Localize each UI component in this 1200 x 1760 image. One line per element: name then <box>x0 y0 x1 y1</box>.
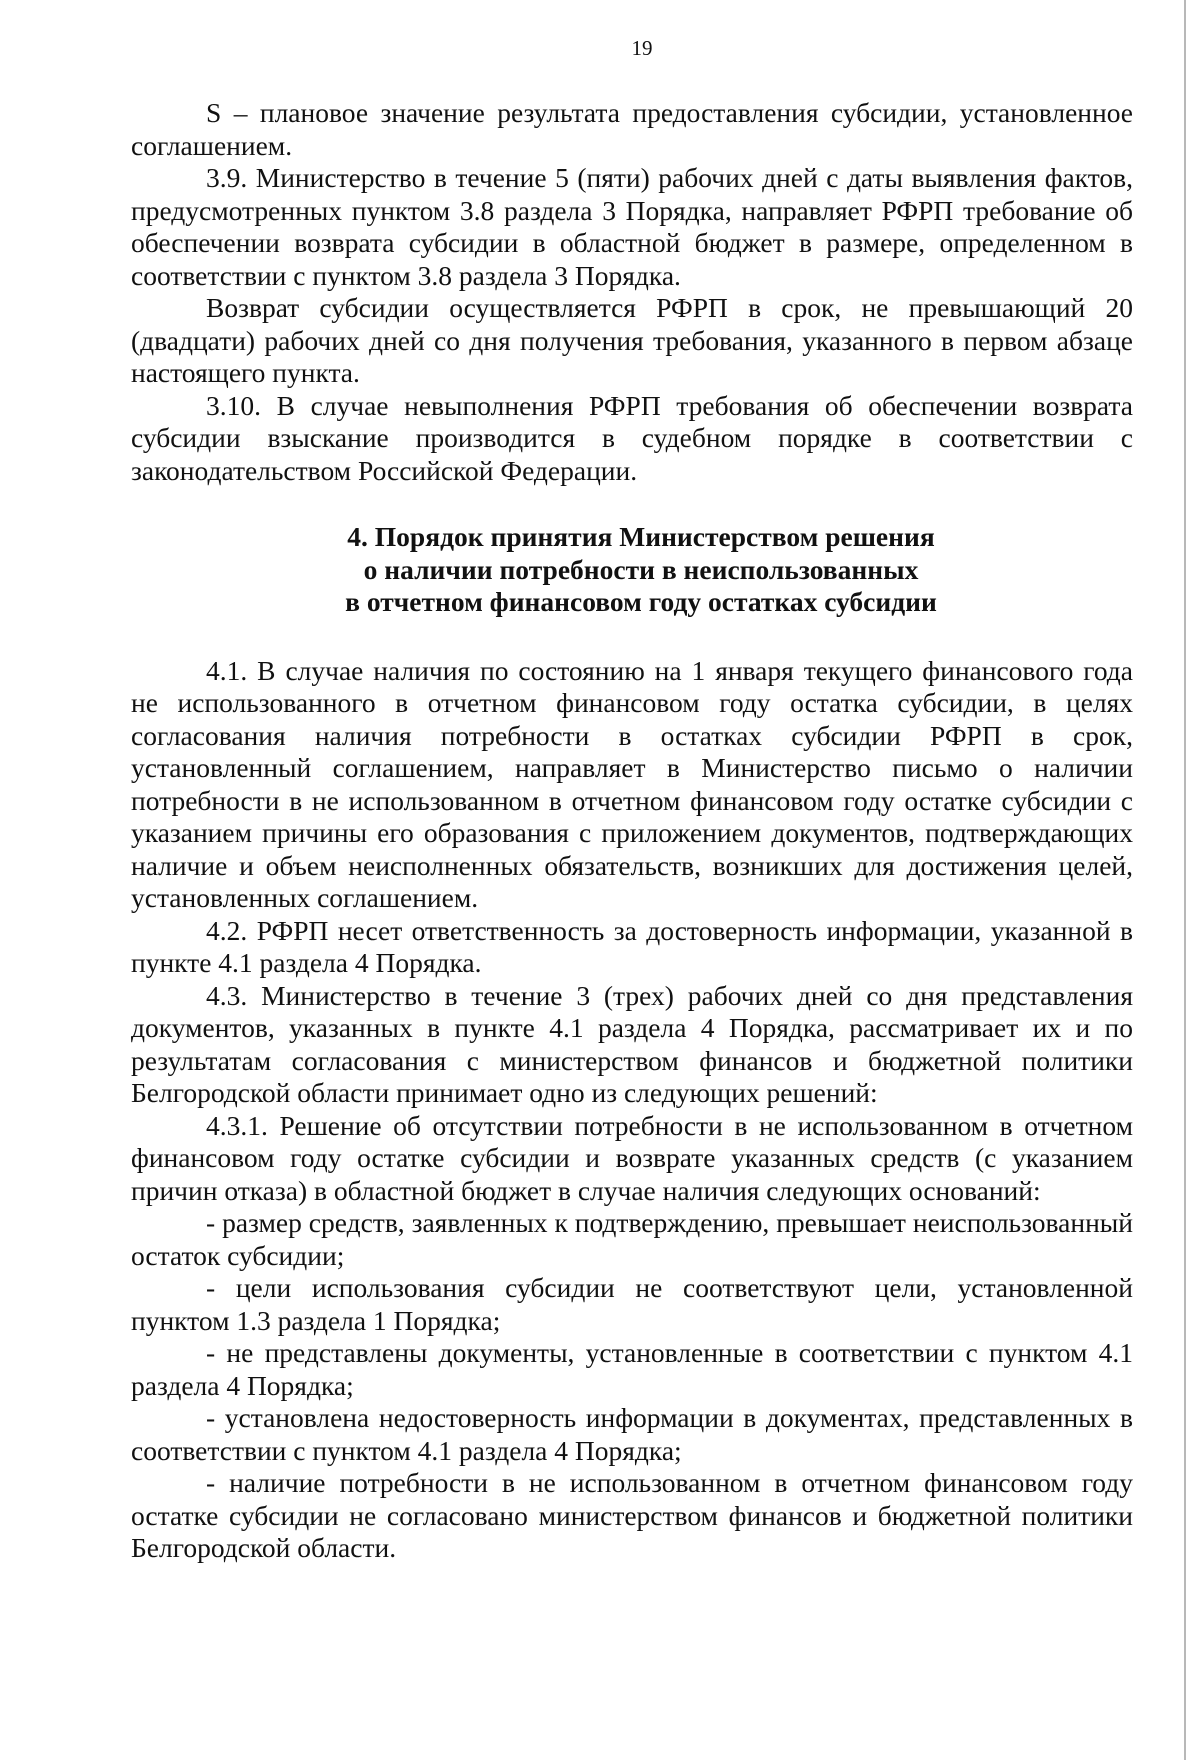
section-heading-line-2: о наличии потребности в неиспользованных <box>363 553 919 585</box>
section-heading-line-1: 4. Порядок принятия Министерством решения <box>347 521 935 552</box>
document-page <box>131 36 1133 1565</box>
section-heading-line-3: в отчетном финансовом году остатках субсидии <box>345 586 937 617</box>
paragraph-3-9: 3.9. Министерство в течение 5 (пяти) рабочих дней с даты выявления фактов, предусмотренных пунктом 3.8 раздела 3 Порядка, направляет РФРП требование об обеспечении возврата субсидии в областной бюджет в размере, определенном в соответствии с пунктом 3.8 раздела 3 Порядка. <box>131 162 1133 291</box>
paragraph-3-10: 3.10. В случае невыполнения РФРП требования об обеспечении возврата субсидии взыскание производится в судебном порядке в соответствии с законодательством Российской Федерации. <box>131 389 1133 486</box>
paragraph-4-3: 4.3. Министерство в течение 3 (трех) рабочих дней со дня представления документов, указанных в пункте 4.1 раздела 4 Порядка, рассматривает их и по результатам согласования с министерством финансов и бюджетной политики Белгородской области принимает одно из следующих решений: <box>131 979 1133 1108</box>
list-item-unreliable-info: - установлена недостоверность информации в документах, представленных в соответствии с пунктом 4.1 раздела 4 Порядка; <box>131 1402 1133 1466</box>
list-item-documents-missing: - не представлены документы, установленные в соответствии с пунктом 4.1 раздела 4 Порядка; <box>131 1337 1133 1401</box>
list-item-amount-exceeds: - размер средств, заявленных к подтверждению, превышает неиспользованный остаток субсидии; <box>131 1207 1133 1271</box>
paragraph-s-definition: S – плановое значение результата предоставления субсидии, установленное соглашением. <box>131 97 1133 161</box>
list-item-not-agreed: - наличие потребности в не использованном в отчетном финансовом году остатке субсидии не согласовано министерством финансов и бюджетной политики Белгородской области. <box>131 1467 1133 1563</box>
paragraph-4-2: 4.2. РФРП несет ответственность за достоверность информации, указанной в пункте 4.1 раздела 4 Порядка. <box>131 914 1133 978</box>
paragraph-return-term: Возврат субсидии осуществляется РФРП в срок, не превышающий 20 (двадцати) рабочих дней со дня получения требования, указанного в первом абзаце настоящего пункта. <box>131 292 1133 388</box>
section-4-heading <box>131 521 1133 619</box>
page-number: 19 <box>631 36 653 60</box>
list-item-goals-mismatch: - цели использования субсидии не соответствуют цели, установленной пунктом 1.3 раздела 1 Порядка; <box>131 1272 1133 1336</box>
paragraph-4-3-1: 4.3.1. Решение об отсутствии потребности в не использованном в отчетном финансовом году остатке субсидии и возврате указанных средств (с указанием причин отказа) в областной бюджет в случае наличия следующих оснований: <box>131 1109 1133 1206</box>
scan-page-edge <box>1184 0 1186 1760</box>
paragraph-4-1: 4.1. В случае наличия по состоянию на 1 января текущего финансового года не использованного в отчетном финансовом году остатка субсидии, в целях согласования наличия потребности в остатках субсидии РФРП в срок, установленный соглашением, направляет в Министерство письмо о наличии потребности в не использованном в отчетном финансовом году остатке субсидии с указанием причины его образования с приложением документов, подтверждающих наличие и объем неисполненных обязательств, возникших для достижения целей, установленных соглашением. <box>131 654 1133 913</box>
